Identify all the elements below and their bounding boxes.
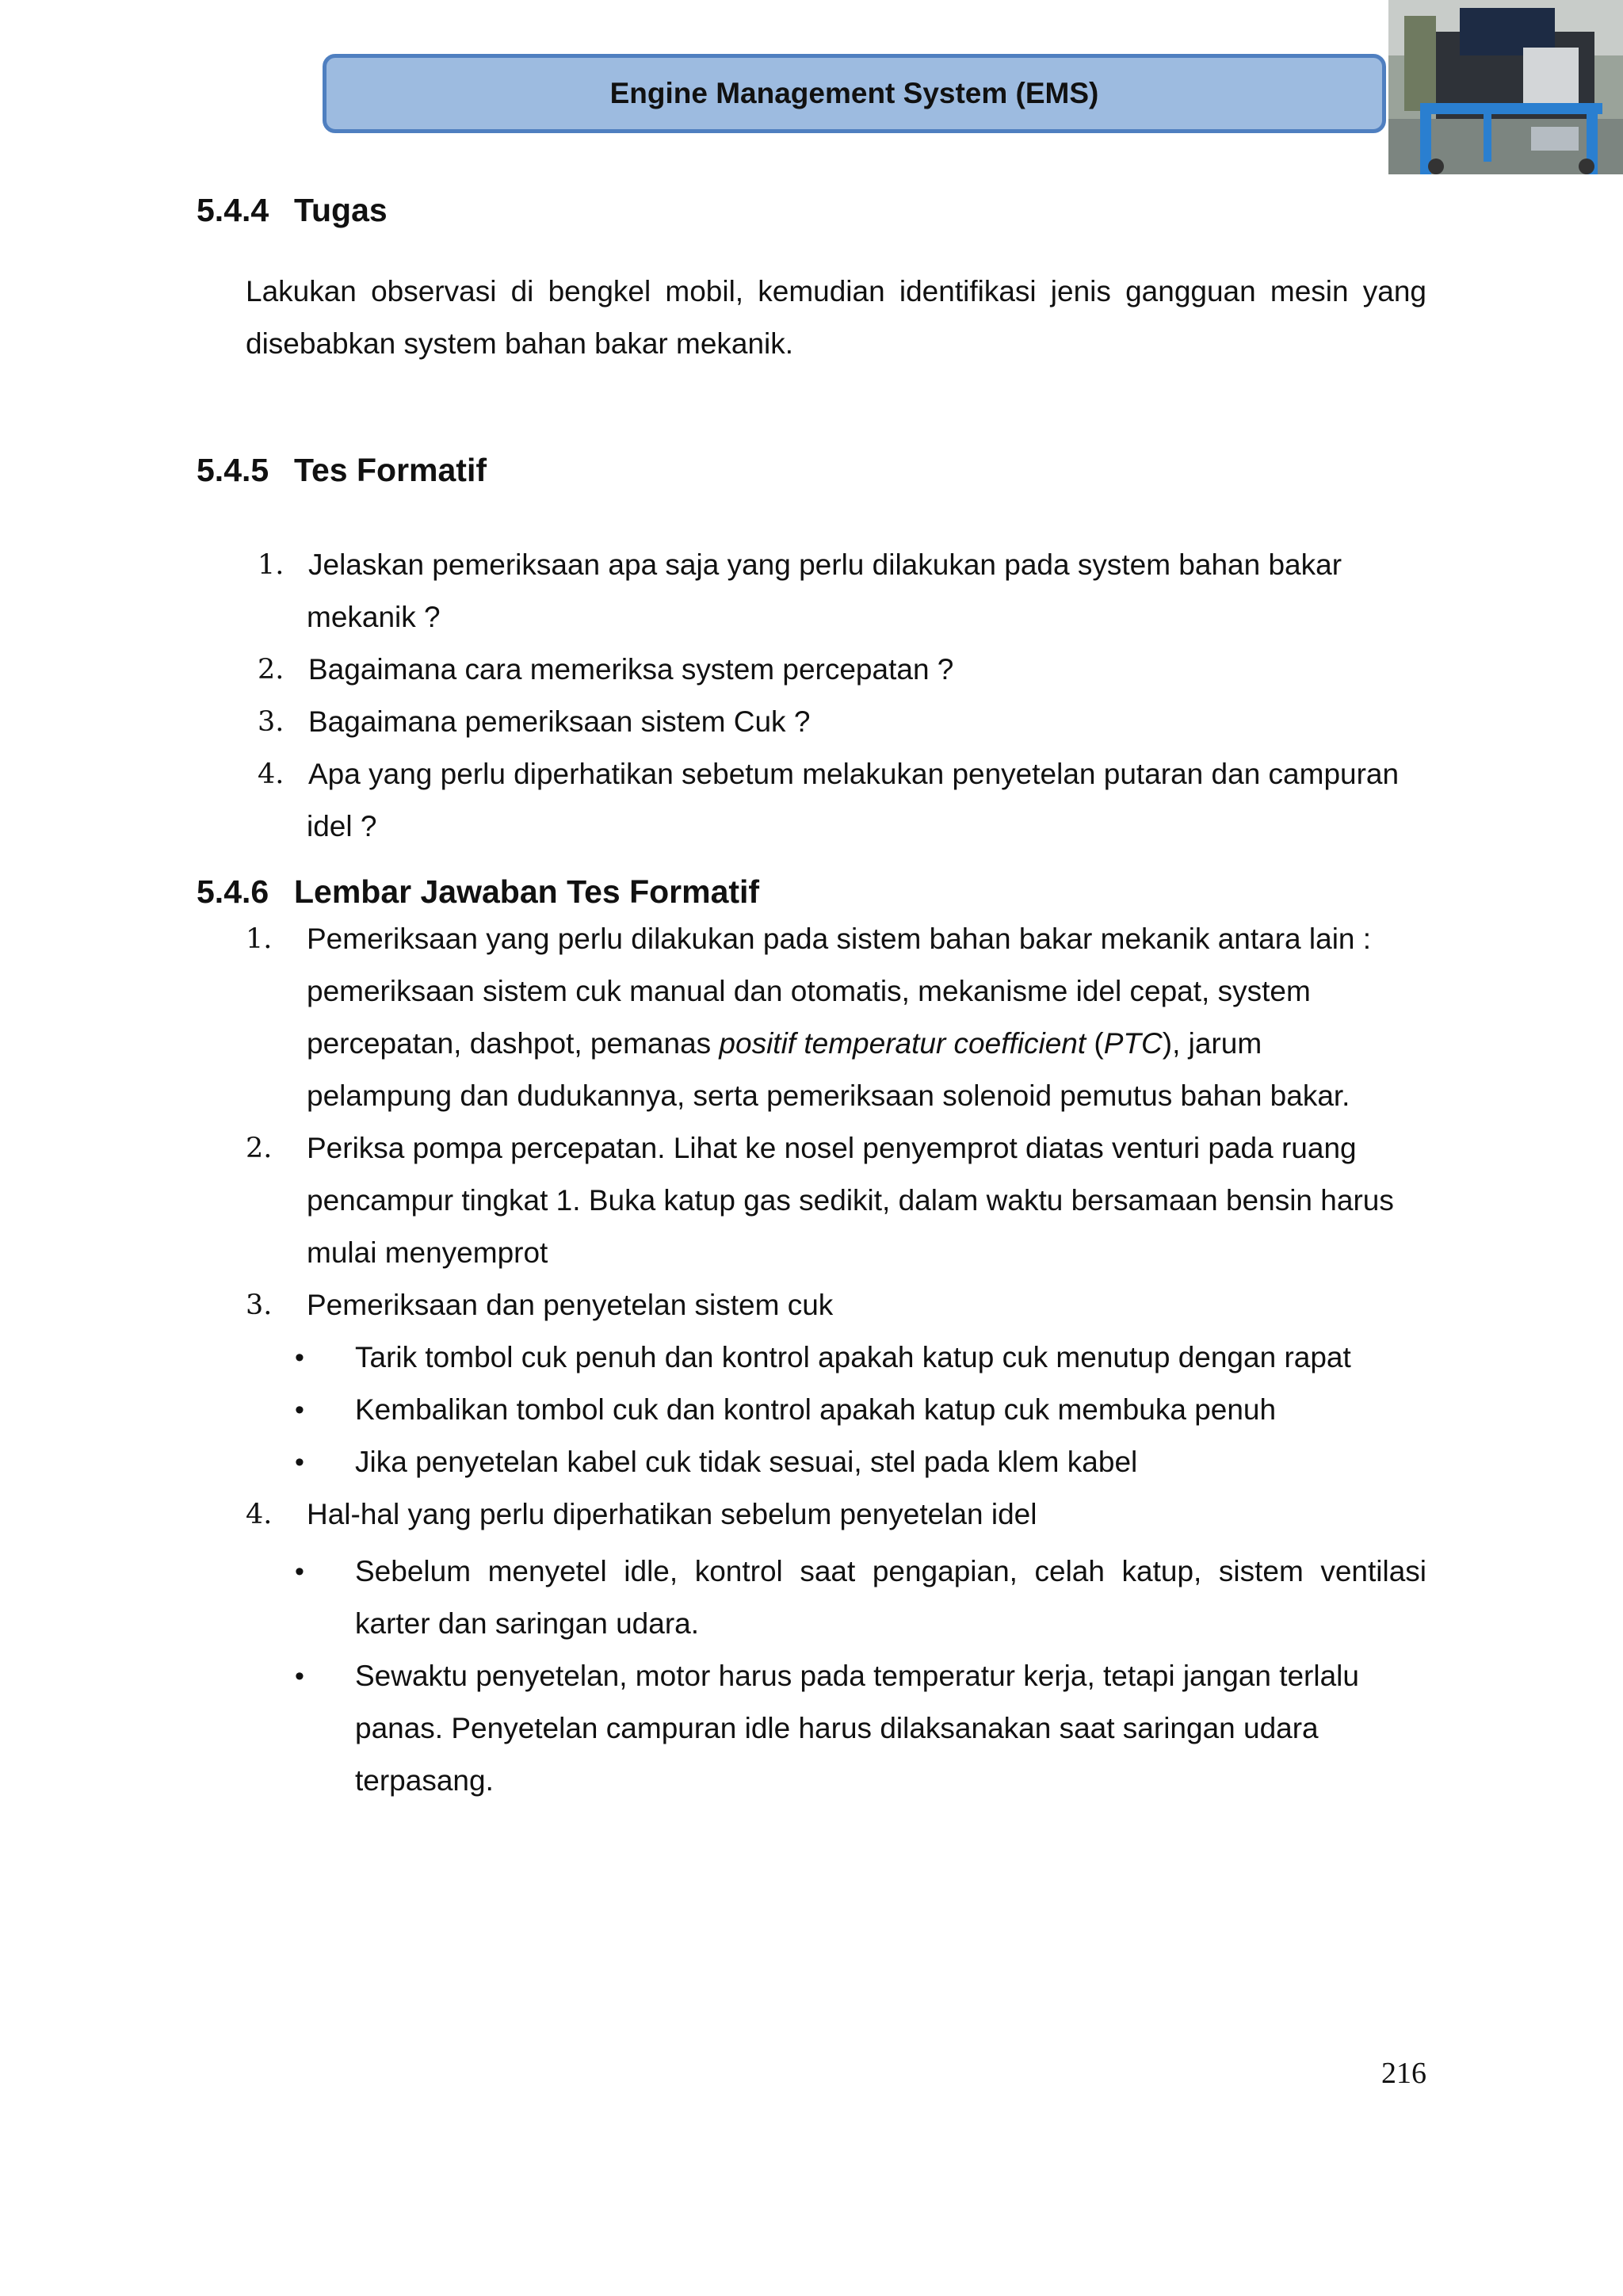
question-number: 3.	[258, 706, 285, 738]
answer-1-line-1: Pemeriksaan yang perlu dilakukan pada sistem bahan bakar mekanik antara lain :	[307, 923, 1372, 955]
bullet-icon: •	[295, 1557, 304, 1587]
italic-term: positif temperatur coefficient	[719, 1027, 1086, 1060]
tugas-line-2: disebabkan system bahan bakar mekanik.	[246, 327, 794, 360]
question-number: 1.	[258, 549, 285, 581]
text-segment: percepatan, dashpot, pemanas	[307, 1027, 720, 1060]
answer-3-bullet-2: Kembalikan tombol cuk dan kontrol apakah katup cuk membuka penuh	[355, 1393, 1277, 1426]
engine-trainer-photo	[1388, 0, 1623, 174]
answer-2-line-2: pencampur tingkat 1. Buka katup gas sedikit, dalam waktu bersamaan bensin harus	[307, 1184, 1394, 1217]
answer-3-bullet-3: Jika penyetelan kabel cuk tidak sesuai, stel pada klem kabel	[355, 1446, 1138, 1478]
answer-4-bullet-2-line-3: terpasang.	[355, 1764, 494, 1797]
answer-4-bullet-2-line-1: Sewaktu penyetelan, motor harus pada temperatur kerja, tetapi jangan terlalu	[355, 1660, 1359, 1692]
bullet-icon: •	[295, 1447, 304, 1477]
bullet-icon: •	[295, 1661, 304, 1691]
tugas-line-1: Lakukan observasi di bengkel mobil, kemudian identifikasi jenis gangguan mesin yang	[246, 275, 1426, 308]
heading-number: 5.4.6	[197, 873, 269, 910]
text-segment: (	[1086, 1027, 1104, 1060]
heading-title: Tugas	[294, 192, 388, 228]
answer-number: 3.	[246, 1289, 273, 1321]
heading-title: Tes Formatif	[294, 452, 487, 488]
header-title: Engine Management System (EMS)	[609, 77, 1099, 109]
answer-4-line-1: Hal-hal yang perlu diperhatikan sebelum penyetelan idel	[307, 1498, 1037, 1530]
answer-number: 2.	[246, 1133, 273, 1164]
question-3-line-1: Bagaimana pemeriksaan sistem Cuk ?	[308, 705, 811, 738]
italic-abbreviation: PTC	[1103, 1027, 1163, 1060]
answer-1-line-4: pelampung dan dudukannya, serta pemeriksaan solenoid pemutus bahan bakar.	[307, 1079, 1350, 1112]
answer-1-line-3	[307, 1018, 1262, 1070]
answer-3-line-1: Pemeriksaan dan penyetelan sistem cuk	[307, 1289, 834, 1321]
answer-4-bullet-2-line-2: panas. Penyetelan campuran idle harus dilaksanakan saat saringan udara	[355, 1712, 1319, 1744]
text-segment: ), jarum	[1162, 1027, 1262, 1060]
heading-5-4-5	[197, 452, 487, 489]
question-2-line-1: Bagaimana cara memeriksa system percepatan ?	[308, 653, 954, 686]
heading-5-4-6	[197, 873, 759, 911]
question-number: 4.	[258, 758, 285, 790]
answer-2-line-3: mulai menyemprot	[307, 1236, 548, 1269]
header-bar	[323, 54, 1386, 133]
bullet-icon: •	[295, 1395, 304, 1425]
answer-2-line-1: Periksa pompa percepatan. Lihat ke nosel penyemprot diatas venturi pada ruang	[307, 1132, 1357, 1164]
engine-photo-illustration	[1388, 0, 1623, 174]
answer-number: 1.	[246, 923, 273, 955]
heading-number: 5.4.5	[197, 452, 269, 488]
question-4-line-2: idel ?	[307, 810, 377, 842]
heading-5-4-4	[197, 192, 388, 229]
question-1-line-1: Jelaskan pemeriksaan apa saja yang perlu dilakukan pada system bahan bakar	[308, 548, 1342, 581]
answer-4-bullet-1-line-2: karter dan saringan udara.	[355, 1607, 699, 1640]
answer-3-bullet-1: Tarik tombol cuk penuh dan kontrol apakah katup cuk menutup dengan rapat	[355, 1341, 1351, 1373]
answer-1-line-2: pemeriksaan sistem cuk manual dan otomatis, mekanisme idel cepat, system	[307, 975, 1311, 1007]
page-number: 216	[1381, 2057, 1426, 2090]
heading-title: Lembar Jawaban Tes Formatif	[294, 873, 760, 910]
answer-number: 4.	[246, 1499, 273, 1530]
answer-4-bullet-1-line-1: Sebelum menyetel idle, kontrol saat pengapian, celah katup, sistem ventilasi	[355, 1555, 1426, 1587]
bullet-icon: •	[295, 1343, 304, 1373]
heading-number: 5.4.4	[197, 192, 269, 228]
question-number: 2.	[258, 654, 285, 686]
question-1-line-2: mekanik ?	[307, 601, 441, 633]
question-4-line-1: Apa yang perlu diperhatikan sebetum melakukan penyetelan putaran dan campuran	[308, 758, 1400, 790]
